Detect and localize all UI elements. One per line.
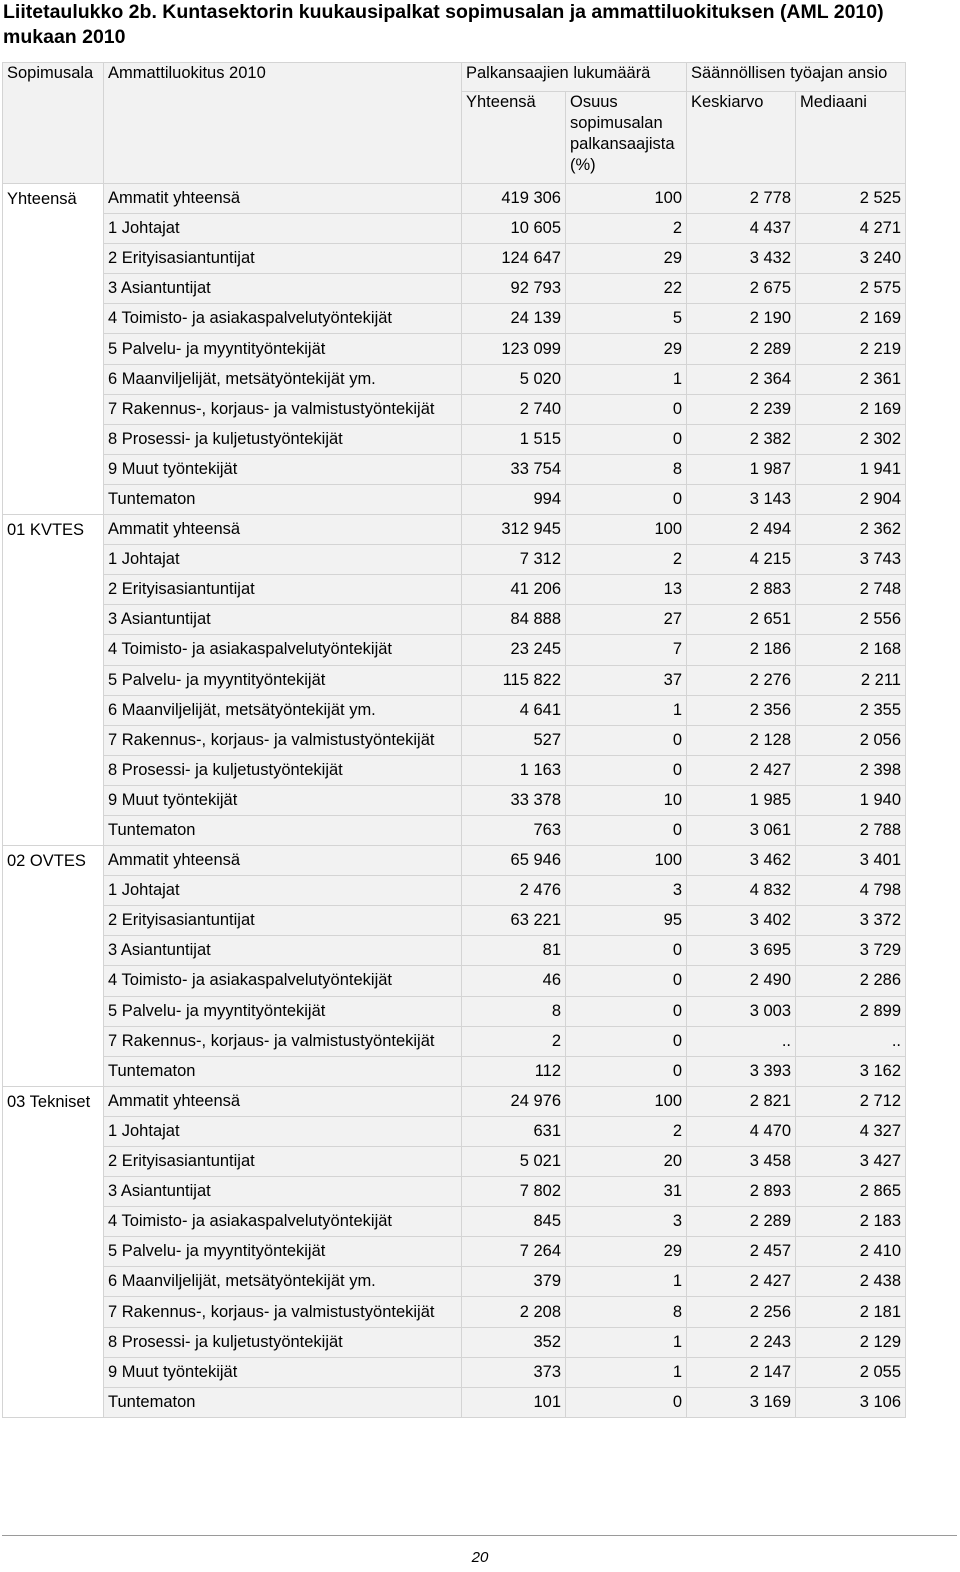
table-row	[3, 334, 906, 364]
share-cell: 3	[566, 876, 687, 906]
mean-cell: 2 457	[687, 1237, 796, 1267]
table-row	[3, 1357, 906, 1387]
share-cell: 1	[566, 364, 687, 394]
table-row	[3, 906, 906, 936]
share-cell: 0	[566, 424, 687, 454]
median-cell: 4 798	[796, 876, 906, 906]
share-cell: 29	[566, 1237, 687, 1267]
occupation-cell: 8 Prosessi- ja kuljetustyöntekijät	[104, 424, 462, 454]
mean-cell: 2 883	[687, 575, 796, 605]
median-cell: 2 129	[796, 1327, 906, 1357]
count-cell: 23 245	[462, 635, 566, 665]
mean-cell: 3 143	[687, 484, 796, 514]
median-cell: 2 899	[796, 996, 906, 1026]
median-cell: 3 162	[796, 1056, 906, 1086]
header-ammattiluokitus: Ammattiluokitus 2010	[104, 63, 462, 184]
table-row	[3, 695, 906, 725]
share-cell: 29	[566, 244, 687, 274]
mean-cell: 3 061	[687, 815, 796, 845]
median-cell: 2 181	[796, 1297, 906, 1327]
page-number: 20	[471, 1549, 489, 1566]
table-row	[3, 394, 906, 424]
table-row	[3, 484, 906, 514]
occupation-cell: 7 Rakennus-, korjaus- ja valmistustyöntekijät	[104, 1297, 462, 1327]
mean-cell: 3 458	[687, 1147, 796, 1177]
median-cell: 2 788	[796, 815, 906, 845]
median-cell: 2 355	[796, 695, 906, 725]
count-cell: 2	[462, 1026, 566, 1056]
share-cell: 100	[566, 846, 687, 876]
mean-cell: 2 356	[687, 695, 796, 725]
mean-cell: 2 190	[687, 304, 796, 334]
table-row	[3, 876, 906, 906]
mean-cell: 2 364	[687, 364, 796, 394]
table-row	[3, 635, 906, 665]
mean-cell: 2 494	[687, 515, 796, 545]
table-row	[3, 665, 906, 695]
group-label: 02 OVTES	[3, 846, 104, 1087]
table-row	[3, 725, 906, 755]
table-row	[3, 966, 906, 996]
count-cell: 763	[462, 815, 566, 845]
table-row	[3, 1237, 906, 1267]
median-cell: 3 240	[796, 244, 906, 274]
table-row	[3, 1267, 906, 1297]
occupation-cell: Ammatit yhteensä	[104, 515, 462, 545]
count-cell: 101	[462, 1387, 566, 1417]
header-mediaani: Mediaani	[796, 92, 906, 184]
mean-cell: 1 985	[687, 785, 796, 815]
occupation-cell: 3 Asiantuntijat	[104, 936, 462, 966]
table-row	[3, 274, 906, 304]
share-cell: 37	[566, 665, 687, 695]
table-row	[3, 1056, 906, 1086]
mean-cell: 2 821	[687, 1086, 796, 1116]
mean-cell: 2 276	[687, 665, 796, 695]
occupation-cell: Ammatit yhteensä	[104, 184, 462, 214]
mean-cell: 2 490	[687, 966, 796, 996]
occupation-cell: 4 Toimisto- ja asiakaspalvelutyöntekijät	[104, 966, 462, 996]
table-row	[3, 545, 906, 575]
occupation-cell: Tuntematon	[104, 1056, 462, 1086]
share-cell: 13	[566, 575, 687, 605]
occupation-cell: Tuntematon	[104, 484, 462, 514]
occupation-cell: Tuntematon	[104, 1387, 462, 1417]
count-cell: 2 476	[462, 876, 566, 906]
median-cell: 2 438	[796, 1267, 906, 1297]
mean-cell: 2 243	[687, 1327, 796, 1357]
mean-cell: 3 695	[687, 936, 796, 966]
share-cell: 0	[566, 996, 687, 1026]
count-cell: 7 802	[462, 1177, 566, 1207]
table-row	[3, 244, 906, 274]
mean-cell: 2 427	[687, 755, 796, 785]
share-cell: 1	[566, 1357, 687, 1387]
table-row	[3, 755, 906, 785]
median-cell: 4 271	[796, 214, 906, 244]
share-cell: 8	[566, 1297, 687, 1327]
count-cell: 1 163	[462, 755, 566, 785]
share-cell: 27	[566, 605, 687, 635]
median-cell: 2 712	[796, 1086, 906, 1116]
share-cell: 29	[566, 334, 687, 364]
median-cell: 2 575	[796, 274, 906, 304]
mean-cell: 2 427	[687, 1267, 796, 1297]
count-cell: 379	[462, 1267, 566, 1297]
count-cell: 527	[462, 725, 566, 755]
count-cell: 24 139	[462, 304, 566, 334]
share-cell: 0	[566, 484, 687, 514]
mean-cell: 2 186	[687, 635, 796, 665]
median-cell: 3 743	[796, 545, 906, 575]
mean-cell: 2 651	[687, 605, 796, 635]
count-cell: 5 021	[462, 1147, 566, 1177]
median-cell: 2 168	[796, 635, 906, 665]
median-cell: 2 219	[796, 334, 906, 364]
count-cell: 631	[462, 1116, 566, 1146]
occupation-cell: 2 Erityisasiantuntijat	[104, 244, 462, 274]
occupation-cell: 6 Maanviljelijät, metsätyöntekijät ym.	[104, 364, 462, 394]
mean-cell: 2 893	[687, 1177, 796, 1207]
median-cell: 3 427	[796, 1147, 906, 1177]
count-cell: 419 306	[462, 184, 566, 214]
count-cell: 33 754	[462, 454, 566, 484]
occupation-cell: 1 Johtajat	[104, 876, 462, 906]
share-cell: 95	[566, 906, 687, 936]
share-cell: 0	[566, 394, 687, 424]
median-cell: 3 401	[796, 846, 906, 876]
occupation-cell: 9 Muut työntekijät	[104, 454, 462, 484]
count-cell: 312 945	[462, 515, 566, 545]
share-cell: 31	[566, 1177, 687, 1207]
mean-cell: 3 169	[687, 1387, 796, 1417]
share-cell: 0	[566, 725, 687, 755]
occupation-cell: 2 Erityisasiantuntijat	[104, 1147, 462, 1177]
mean-cell: 2 675	[687, 274, 796, 304]
table-row	[3, 815, 906, 845]
table-row	[3, 454, 906, 484]
mean-cell: 2 289	[687, 1207, 796, 1237]
count-cell: 112	[462, 1056, 566, 1086]
mean-cell: 3 003	[687, 996, 796, 1026]
mean-cell: 2 289	[687, 334, 796, 364]
occupation-cell: 7 Rakennus-, korjaus- ja valmistustyöntekijät	[104, 1026, 462, 1056]
occupation-cell: 2 Erityisasiantuntijat	[104, 575, 462, 605]
median-cell: 2 398	[796, 755, 906, 785]
median-cell: 2 056	[796, 725, 906, 755]
share-cell: 0	[566, 966, 687, 996]
share-cell: 0	[566, 936, 687, 966]
table-row	[3, 1086, 906, 1116]
count-cell: 41 206	[462, 575, 566, 605]
occupation-cell: 6 Maanviljelijät, metsätyöntekijät ym.	[104, 695, 462, 725]
header-osuus: Osuus sopimusalan palkansaajista (%)	[566, 92, 687, 184]
count-cell: 33 378	[462, 785, 566, 815]
page-title: Liitetaulukko 2b. Kuntasektorin kuukausipalkat sopimusalan ja ammattiluokituksen (AML 2010) mukaan 2010	[3, 1, 884, 48]
count-cell: 1 515	[462, 424, 566, 454]
median-cell: ..	[796, 1026, 906, 1056]
table-row	[3, 184, 906, 214]
share-cell: 20	[566, 1147, 687, 1177]
occupation-cell: 4 Toimisto- ja asiakaspalvelutyöntekijät	[104, 304, 462, 334]
mean-cell: 2 256	[687, 1297, 796, 1327]
share-cell: 0	[566, 815, 687, 845]
table-row	[3, 1026, 906, 1056]
occupation-cell: 7 Rakennus-, korjaus- ja valmistustyöntekijät	[104, 725, 462, 755]
table-row	[3, 214, 906, 244]
mean-cell: 3 393	[687, 1056, 796, 1086]
median-cell: 2 183	[796, 1207, 906, 1237]
table-row	[3, 1327, 906, 1357]
salary-table	[2, 62, 906, 1418]
count-cell: 2 740	[462, 394, 566, 424]
mean-cell: 4 215	[687, 545, 796, 575]
share-cell: 100	[566, 184, 687, 214]
table-row	[3, 846, 906, 876]
header-sopimusala: Sopimusala	[3, 63, 104, 184]
share-cell: 1	[566, 1267, 687, 1297]
count-cell: 845	[462, 1207, 566, 1237]
mean-cell: 2 239	[687, 394, 796, 424]
count-cell: 123 099	[462, 334, 566, 364]
count-cell: 7 312	[462, 545, 566, 575]
median-cell: 2 055	[796, 1357, 906, 1387]
table-row	[3, 515, 906, 545]
median-cell: 2 169	[796, 394, 906, 424]
occupation-cell: 2 Erityisasiantuntijat	[104, 906, 462, 936]
table-row	[3, 1116, 906, 1146]
median-cell: 1 941	[796, 454, 906, 484]
group-label: 03 Tekniset	[3, 1086, 104, 1417]
median-cell: 3 729	[796, 936, 906, 966]
median-cell: 2 410	[796, 1237, 906, 1267]
share-cell: 0	[566, 1026, 687, 1056]
share-cell: 10	[566, 785, 687, 815]
median-cell: 2 525	[796, 184, 906, 214]
median-cell: 4 327	[796, 1116, 906, 1146]
share-cell: 2	[566, 214, 687, 244]
share-cell: 100	[566, 1086, 687, 1116]
occupation-cell: 1 Johtajat	[104, 214, 462, 244]
table-body	[3, 184, 906, 1418]
occupation-cell: 9 Muut työntekijät	[104, 1357, 462, 1387]
share-cell: 0	[566, 755, 687, 785]
share-cell: 100	[566, 515, 687, 545]
occupation-cell: 5 Palvelu- ja myyntityöntekijät	[104, 996, 462, 1026]
median-cell: 2 302	[796, 424, 906, 454]
median-cell: 2 211	[796, 665, 906, 695]
median-cell: 3 106	[796, 1387, 906, 1417]
occupation-cell: 3 Asiantuntijat	[104, 605, 462, 635]
median-cell: 2 361	[796, 364, 906, 394]
occupation-cell: 9 Muut työntekijät	[104, 785, 462, 815]
occupation-cell: 4 Toimisto- ja asiakaspalvelutyöntekijät	[104, 635, 462, 665]
mean-cell: 2 147	[687, 1357, 796, 1387]
header-row-1	[3, 63, 906, 92]
header-yhteensa: Yhteensä	[462, 92, 566, 184]
table-row	[3, 785, 906, 815]
count-cell: 46	[462, 966, 566, 996]
median-cell: 2 286	[796, 966, 906, 996]
count-cell: 10 605	[462, 214, 566, 244]
occupation-cell: 6 Maanviljelijät, metsätyöntekijät ym.	[104, 1267, 462, 1297]
count-cell: 65 946	[462, 846, 566, 876]
count-cell: 5 020	[462, 364, 566, 394]
occupation-cell: 1 Johtajat	[104, 1116, 462, 1146]
mean-cell: 3 402	[687, 906, 796, 936]
table-row	[3, 1207, 906, 1237]
table-row	[3, 364, 906, 394]
table-row	[3, 936, 906, 966]
occupation-cell: 5 Palvelu- ja myyntityöntekijät	[104, 334, 462, 364]
share-cell: 2	[566, 545, 687, 575]
occupation-cell: 5 Palvelu- ja myyntityöntekijät	[104, 1237, 462, 1267]
share-cell: 3	[566, 1207, 687, 1237]
median-cell: 2 748	[796, 575, 906, 605]
mean-cell: 4 470	[687, 1116, 796, 1146]
table-row	[3, 575, 906, 605]
count-cell: 92 793	[462, 274, 566, 304]
table-row	[3, 1297, 906, 1327]
share-cell: 1	[566, 1327, 687, 1357]
count-cell: 63 221	[462, 906, 566, 936]
table-row	[3, 1387, 906, 1417]
mean-cell: 4 437	[687, 214, 796, 244]
occupation-cell: 5 Palvelu- ja myyntityöntekijät	[104, 665, 462, 695]
count-cell: 2 208	[462, 1297, 566, 1327]
footer-divider	[2, 1535, 957, 1536]
mean-cell: 2 382	[687, 424, 796, 454]
occupation-cell: Ammatit yhteensä	[104, 1086, 462, 1116]
share-cell: 5	[566, 304, 687, 334]
mean-cell: 2 778	[687, 184, 796, 214]
occupation-cell: 1 Johtajat	[104, 545, 462, 575]
mean-cell: 2 128	[687, 725, 796, 755]
count-cell: 4 641	[462, 695, 566, 725]
occupation-cell: 4 Toimisto- ja asiakaspalvelutyöntekijät	[104, 1207, 462, 1237]
median-cell: 2 904	[796, 484, 906, 514]
mean-cell: ..	[687, 1026, 796, 1056]
count-cell: 124 647	[462, 244, 566, 274]
count-cell: 8	[462, 996, 566, 1026]
count-cell: 81	[462, 936, 566, 966]
share-cell: 1	[566, 695, 687, 725]
count-cell: 7 264	[462, 1237, 566, 1267]
median-cell: 2 556	[796, 605, 906, 635]
occupation-cell: 8 Prosessi- ja kuljetustyöntekijät	[104, 755, 462, 785]
table-row	[3, 1147, 906, 1177]
occupation-cell: 8 Prosessi- ja kuljetustyöntekijät	[104, 1327, 462, 1357]
mean-cell: 3 462	[687, 846, 796, 876]
share-cell: 7	[566, 635, 687, 665]
median-cell: 1 940	[796, 785, 906, 815]
mean-cell: 1 987	[687, 454, 796, 484]
median-cell: 2 362	[796, 515, 906, 545]
table-row	[3, 1177, 906, 1207]
share-cell: 0	[566, 1056, 687, 1086]
occupation-cell: 3 Asiantuntijat	[104, 1177, 462, 1207]
share-cell: 22	[566, 274, 687, 304]
header-palkansaajien-lukumaara: Palkansaajien lukumäärä	[462, 63, 687, 92]
median-cell: 2 865	[796, 1177, 906, 1207]
share-cell: 0	[566, 1387, 687, 1417]
share-cell: 8	[566, 454, 687, 484]
mean-cell: 3 432	[687, 244, 796, 274]
occupation-cell: 3 Asiantuntijat	[104, 274, 462, 304]
count-cell: 352	[462, 1327, 566, 1357]
occupation-cell: Tuntematon	[104, 815, 462, 845]
group-label: 01 KVTES	[3, 515, 104, 846]
header-keskiarvo: Keskiarvo	[687, 92, 796, 184]
count-cell: 84 888	[462, 605, 566, 635]
share-cell: 2	[566, 1116, 687, 1146]
count-cell: 24 976	[462, 1086, 566, 1116]
table-row	[3, 605, 906, 635]
median-cell: 2 169	[796, 304, 906, 334]
occupation-cell: Ammatit yhteensä	[104, 846, 462, 876]
count-cell: 994	[462, 484, 566, 514]
table-row	[3, 304, 906, 334]
count-cell: 373	[462, 1357, 566, 1387]
count-cell: 115 822	[462, 665, 566, 695]
group-label: Yhteensä	[3, 184, 104, 515]
table-row	[3, 424, 906, 454]
median-cell: 3 372	[796, 906, 906, 936]
table-row	[3, 996, 906, 1026]
mean-cell: 4 832	[687, 876, 796, 906]
header-saannollisen-ansio: Säännöllisen työajan ansio	[687, 63, 906, 92]
occupation-cell: 7 Rakennus-, korjaus- ja valmistustyöntekijät	[104, 394, 462, 424]
